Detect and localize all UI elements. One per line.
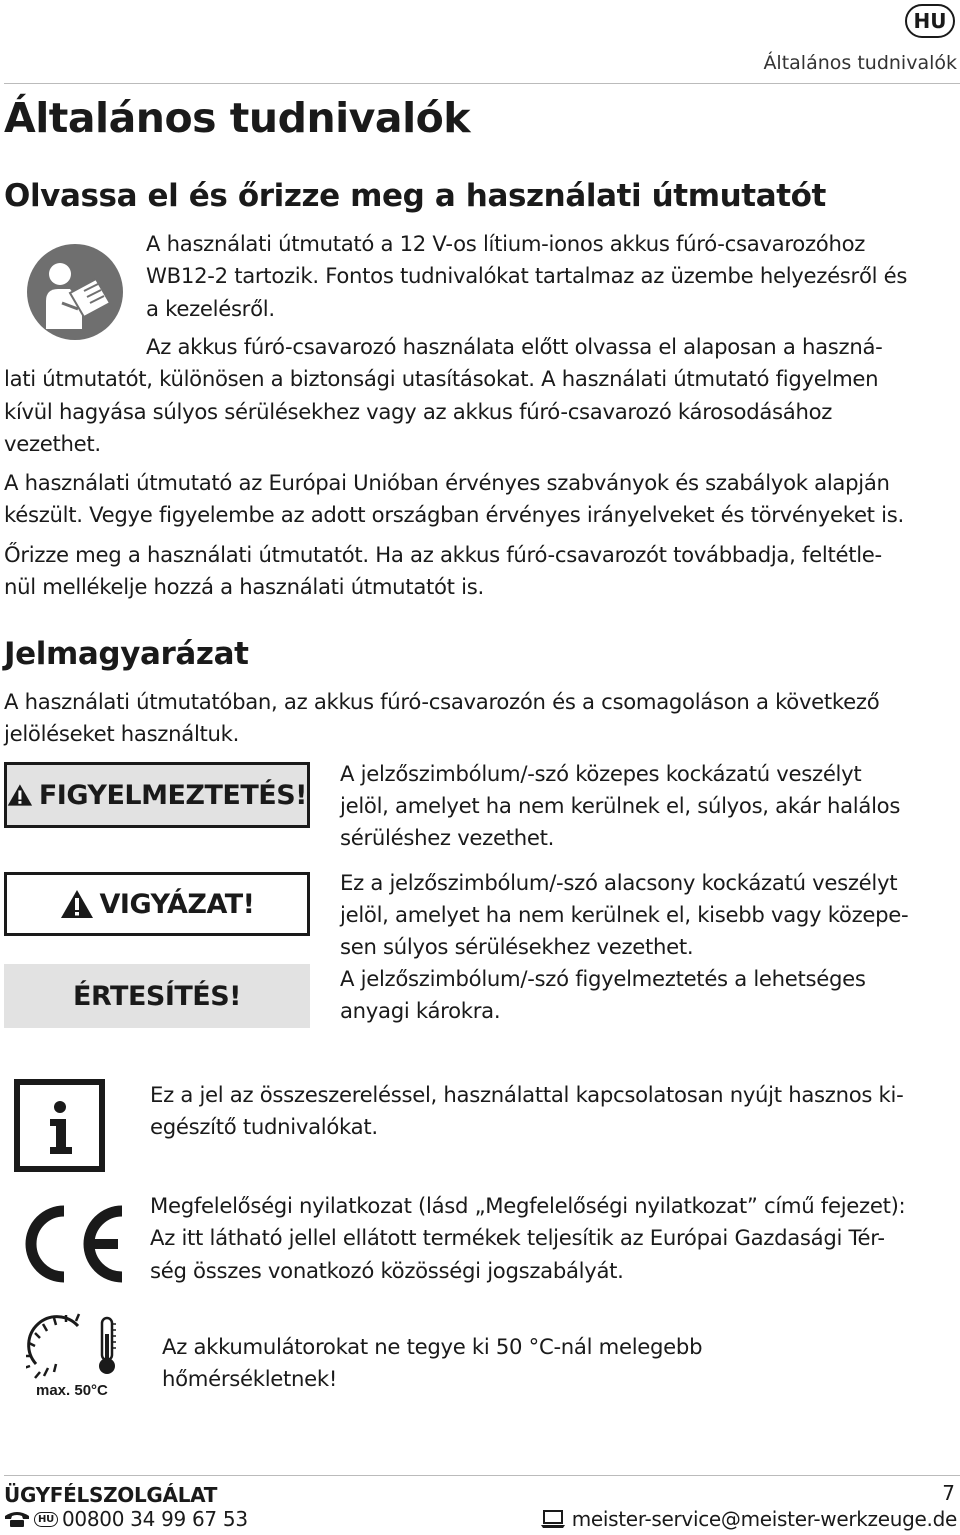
phone-line xyxy=(4,1507,248,1531)
footer-divider xyxy=(4,1475,960,1476)
read-p4-line-1: Őrizze meg a használati útmutatót. Ha az akkus fúró-csavarozót továbbadja, feltétle- xyxy=(4,542,882,567)
ce-desc-line-3: ség összes vonatkozó közösségi jogszabályát. xyxy=(150,1258,624,1283)
running-header-title: Általános tudnivalók xyxy=(763,52,957,74)
phone-country-badge: HU xyxy=(34,1512,58,1527)
info-icon xyxy=(14,1079,105,1172)
phone-icon xyxy=(4,1510,30,1528)
read-p2-line-3: kívül hagyása súlyos sérülésekhez vagy az akkus fúró-csavarozó károsodásához xyxy=(4,399,833,424)
legend-intro-line-1: A használati útmutatóban, az akkus fúró-csavarozón és a csomagoláson a következő xyxy=(4,689,880,714)
caution-signal-box xyxy=(4,872,310,936)
read-intro-line-1: A használati útmutató a 12 V-os lítium-ionos akkus fúró-csavarozóhoz xyxy=(146,231,866,256)
page-title: Általános tudnivalók xyxy=(4,94,471,142)
caution-desc-line-3: sen súlyos sérülésekhez vezethet. xyxy=(340,934,694,959)
legend-heading: Jelmagyarázat xyxy=(4,636,249,672)
info-glyph xyxy=(20,1085,99,1166)
caution-desc-line-2: jelöl, amelyet ha nem kerülnek el, kisebb vagy közepe- xyxy=(340,902,909,927)
warning-triangle-icon xyxy=(60,889,94,919)
temperature-caption: max. 50°C xyxy=(36,1382,108,1399)
warning-desc-line-3: sérüléshez vezethet. xyxy=(340,825,555,850)
read-p2-line-4: vezethet. xyxy=(4,431,101,456)
info-desc-line-1: Ez a jel az összeszereléssel, használattal kapcsolatosan nyújt hasznos ki- xyxy=(150,1082,904,1107)
read-p3-line-1: A használati útmutató az Európai Unióban érvényes szabványok és szabályok alapján xyxy=(4,470,890,495)
temp-desc-line-2: hőmérsékletnek! xyxy=(162,1366,338,1391)
read-intro-line-2: WB12-2 tartozik. Fontos tudnivalókat tartalmaz az üzembe helyezésről és xyxy=(146,263,908,288)
phone-number[interactable]: 00800 34 99 67 53 xyxy=(62,1507,248,1531)
ce-desc-line-1: Megfelelőségi nyilatkozat (lásd „Megfelelőségi nyilatkozat” című fejezet): xyxy=(150,1193,906,1218)
notice-signal-box xyxy=(4,964,310,1028)
notice-desc-line-2: anyagi károkra. xyxy=(340,998,501,1023)
warning-desc-line-1: A jelzőszimbólum/-szó közepes kockázatú veszélyt xyxy=(340,761,862,786)
laptop-icon xyxy=(540,1509,566,1529)
read-p2-line-1: Az akkus fúró-csavarozó használata előtt olvassa el alaposan a haszná- xyxy=(146,334,883,359)
read-p2-line-2: lati útmutatót, különösen a biztonsági utasításokat. A használati útmutató figyelmen xyxy=(4,366,879,391)
read-intro-line-3: a kezelésről. xyxy=(146,296,275,321)
read-p4-line-2: nül mellékelje hozzá a használati útmutatót is. xyxy=(4,574,484,599)
support-email-link[interactable]: meister-service@meister-werkzeuge.de xyxy=(571,1507,957,1531)
language-badge: HU xyxy=(905,4,955,38)
read-manual-heading: Olvassa el és őrizze meg a használati útmutatót xyxy=(4,178,826,214)
notice-desc-line-1: A jelzőszimbólum/-szó figyelmeztetés a lehetséges xyxy=(340,966,866,991)
header-divider xyxy=(4,83,960,84)
manual-reader-icon xyxy=(26,243,124,341)
legend-intro-line-2: jelöléseket használtuk. xyxy=(4,721,240,746)
warning-desc-line-2: jelöl, amelyet ha nem kerülnek el, súlyos, akár halálos xyxy=(340,793,901,818)
ce-mark-icon xyxy=(14,1203,132,1285)
sun-thermometer-icon xyxy=(26,1312,120,1380)
page-number: 7 xyxy=(942,1481,955,1505)
info-desc-line-2: egészítő tudnivalókat. xyxy=(150,1114,378,1139)
read-p3-line-2: készült. Vegye figyelembe az adott országban érvényes irányelveket és törvényeket is. xyxy=(4,502,904,527)
warning-signal-box xyxy=(4,762,310,828)
notice-signal-word: ÉRTESÍTÉS! xyxy=(73,980,241,1012)
customer-service-label: ÜGYFÉLSZOLGÁLAT xyxy=(4,1483,218,1507)
email-line xyxy=(540,1507,957,1531)
warning-triangle-icon xyxy=(7,780,33,810)
caution-signal-word: VIGYÁZAT! xyxy=(99,888,255,920)
temp-desc-line-1: Az akkumulátorokat ne tegye ki 50 °C-nál melegebb xyxy=(162,1334,703,1359)
caution-desc-line-1: Ez a jelzőszimbólum/-szó alacsony kockázatú veszélyt xyxy=(340,870,898,895)
ce-desc-line-2: Az itt látható jellel ellátott termékek teljesítik az Európai Gazdasági Tér- xyxy=(150,1225,885,1250)
warning-signal-word: FIGYELMEZTETÉS! xyxy=(38,779,307,811)
